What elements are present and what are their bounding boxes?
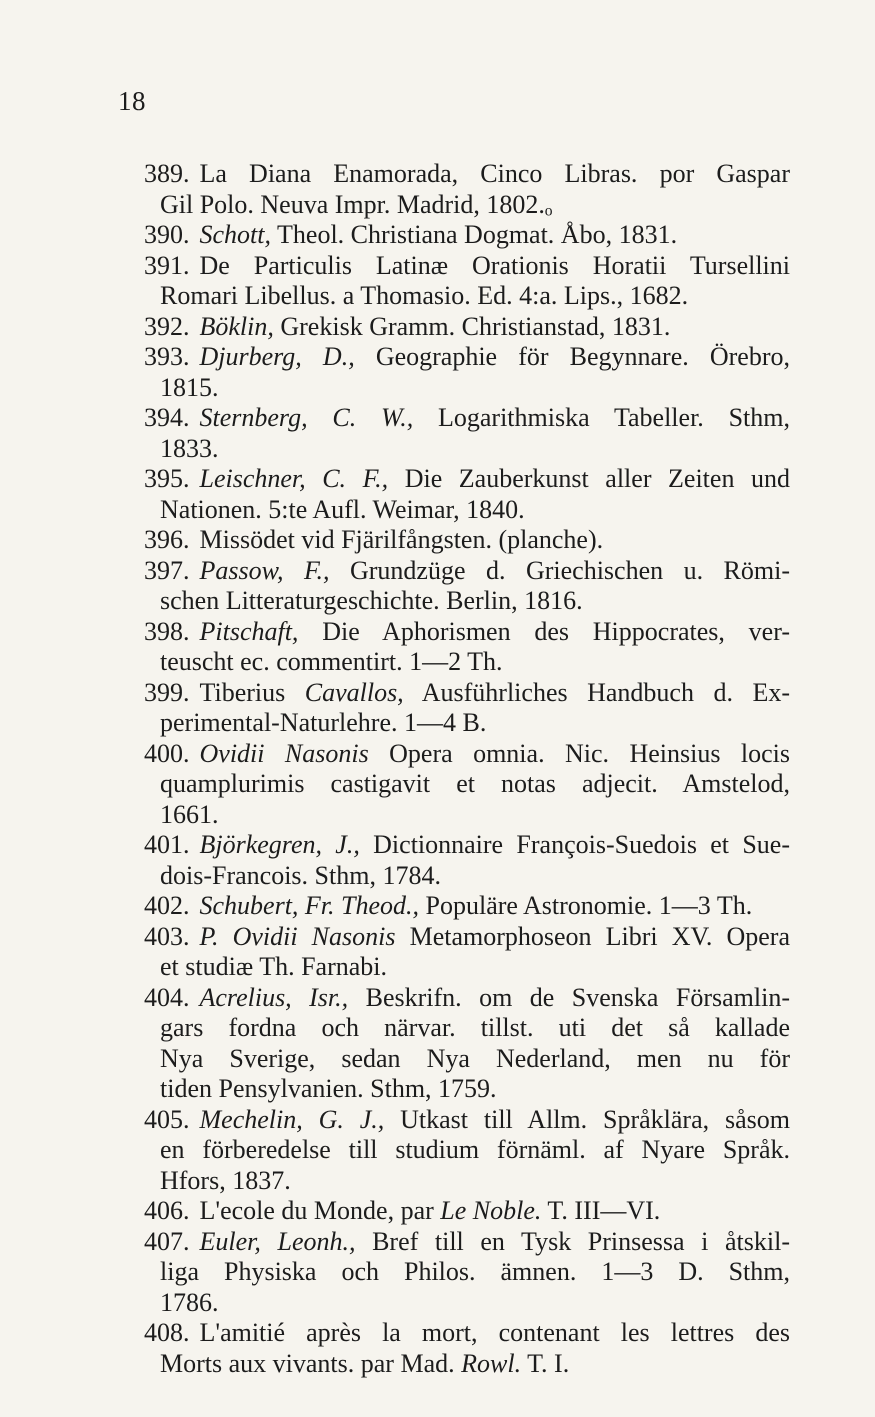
entry-first-line [0,617,790,648]
entry-first-line [0,159,790,190]
entry-text: La Diana Enamorada, Cinco Libras. por Gaspar [199,159,790,188]
entry-continuation-line [0,708,875,739]
entry-author-text: Schott, [199,220,271,249]
entry-text: T. I. [521,1348,570,1378]
entry-author-text: Mechelin, G. J., [199,1104,385,1134]
entry-number: 400. [144,738,190,768]
entry-text: Geographie för Begynnare. Örebro, [354,342,790,371]
entry-author-text: Schubert, Fr. Theod., [199,891,420,920]
entry-author-text: Le Noble. [440,1196,542,1225]
catalog-entry [0,464,875,525]
entry-author-text: Sternberg, C. W., [199,403,414,432]
entry-text: quamplurimis castigavit et notas adjecit. Amstelod, [160,769,790,798]
entry-author-text: Björkegren, J., [199,830,360,859]
entry-author-text: Böklin, [199,311,274,341]
entry-continuation-line [0,434,875,465]
entry-continuation-line [0,952,875,983]
entry-number: 392. [144,311,190,341]
entry-continuation-line [0,1135,790,1166]
entry-first-line [0,830,790,861]
entry-author-text: Pitschaft, [199,616,299,646]
entry-continuation-line [0,1013,790,1044]
entry-text: perimental-Naturlehre. 1—4 B. [160,708,487,737]
entry-continuation-line [0,190,875,221]
entry-first-line [0,1318,790,1349]
entry-continuation-line [0,586,875,617]
entry-text: L'ecole du Monde, par [199,1196,441,1225]
entry-author-text: Passow, F., [199,555,330,585]
entry-text: L'amitié après la mort, contenant les lettres des [199,1318,790,1347]
catalog-entry [0,342,875,403]
entry-number: 395. [144,464,190,493]
entry-continuation-line [0,1257,790,1288]
entry-first-line [0,983,790,1014]
catalog-entry [0,922,875,983]
catalog-entry [0,220,875,251]
entry-text: tiden Pensylvanien. Sthm, 1759. [160,1074,497,1103]
entry-first-line [0,251,790,282]
entry-first-line [0,922,790,953]
entry-number: 399. [144,677,190,707]
entry-number: 390. [144,220,190,249]
catalog-entry [0,983,875,1105]
entry-text: Bref till en Tysk Prinsessa i åtskil- [355,1226,790,1256]
entry-text: 1833. [160,433,219,463]
entry-number: 393. [144,342,190,371]
entry-text: Grundzüge d. Griechischen u. Römi- [329,555,790,585]
entry-first-line [0,464,790,495]
entry-continuation-line [0,495,875,526]
entry-text: 1815. [160,372,219,402]
entry-number: 396. [144,525,190,554]
entry-number: 397. [144,555,190,585]
catalog-entry [0,556,875,617]
catalog-entry [0,830,875,891]
entry-first-line [0,556,790,587]
catalog-entry [0,251,875,312]
entry-author-text: Acrelius, Isr., [199,982,349,1012]
entry-first-line [0,342,790,373]
entry-author-text: Djurberg, D., [199,342,355,371]
catalog-entry [0,678,875,739]
entry-author-text: Euler, Leonh., [199,1226,356,1256]
entry-number: 408. [144,1318,190,1347]
entry-number: 394. [144,403,190,432]
entry-text: gars fordna och närvar. tillst. uti det så kallade [160,1013,790,1042]
catalog-entry [0,525,875,556]
catalog-entry [0,891,875,922]
entry-text: T. III—VI. [541,1196,661,1225]
entry-first-line [0,678,790,709]
entry-number: 404. [144,982,190,1012]
entry-first-line [0,1227,790,1258]
entry-text: Populäre Astronomie. 1—3 Th. [419,891,753,920]
entry-continuation-line [0,373,875,404]
entry-author-text: P. Ovidii Nasonis [199,921,396,951]
catalog-entries [0,159,875,1379]
entry-first-line [0,220,875,251]
catalog-entry [0,312,875,343]
entry-text: Theol. Christiana Dogmat. Åbo, 1831. [271,220,678,249]
catalog-entry [0,1227,875,1319]
catalog-entry [0,403,875,464]
entry-text: teuscht ec. commentirt. 1—2 Th. [160,647,503,676]
entry-continuation-line [0,800,875,831]
entry-number: 398. [144,616,190,646]
entry-number: 405. [144,1104,190,1134]
entry-text: De Particulis Latinæ Orationis Horatii Tursellini [199,250,790,280]
entry-text: Logarithmiska Tabeller. Sthm, [413,403,790,432]
catalog-entry [0,159,875,220]
catalog-entry [0,1318,875,1379]
entry-text: 1786. [160,1287,219,1317]
entry-text: Metamorphoseon Libri XV. Opera [395,921,790,951]
entry-text: dois-Francois. Sthm, 1784. [160,860,441,890]
entry-author-text: Cavallos, [304,677,404,707]
entry-first-line [0,525,875,556]
entry-text: Hfors, 1837. [160,1165,291,1195]
entry-text: Utkast till Allm. Språklära, såsom [384,1104,790,1134]
entry-text: Die Aphorismen des Hippocrates, ver- [298,616,790,646]
entry-first-line [0,1105,790,1136]
entry-text: Opera omnia. Nic. Heinsius locis [368,738,790,768]
entry-first-line [0,403,790,434]
page-number: 18 [118,86,146,116]
entry-number: 401. [144,830,190,859]
entry-text: Dictionnaire François-Suedois et Sue- [359,830,790,859]
entry-continuation-line [0,1349,875,1380]
entry-first-line [0,891,875,922]
entry-text: 1661. [160,799,219,829]
entry-text: Beskrifn. om de Svenska Församlin- [348,982,790,1012]
entry-continuation-line [0,281,875,312]
entry-text: Missödet vid Fjärilfångsten. (planche). [199,525,604,554]
entry-text: Romari Libellus. a Thomasio. Ed. 4:a. Lips., 1682. [160,281,689,310]
entry-text: en förberedelse till studium förnäml. af Nyare Språk. [160,1135,790,1164]
catalog-entry [0,617,875,678]
entry-text: schen Litteraturgeschichte. Berlin, 1816. [160,586,583,615]
entry-text: Ausführliches Handbuch d. Ex- [403,677,790,707]
entry-first-line [0,739,790,770]
entry-continuation-line [0,1288,875,1319]
entry-continuation-line [0,1044,790,1075]
entry-text: Nationen. 5:te Aufl. Weimar, 1840. [160,494,525,524]
entry-continuation-line [0,769,790,800]
entry-text: Grekisk Gramm. Christianstad, 1831. [273,311,671,341]
entry-author-text: Ovidii Nasonis [199,738,369,768]
entry-continuation-line [0,1074,875,1105]
entry-text: Nya Sverige, sedan Nya Nederland, men nu för [160,1043,790,1073]
entry-number: 407. [144,1226,190,1256]
entry-number: 403. [144,921,190,951]
entry-text: Tiberius [199,677,305,707]
entry-first-line [0,312,875,343]
entry-continuation-line [0,861,875,892]
entry-number: 406. [144,1196,190,1225]
entry-number: 391. [144,250,190,280]
entry-first-line [0,1196,875,1227]
entry-text: Gil Polo. Neuva Impr. Madrid, 1802.ₒ [160,189,553,219]
entry-continuation-line [0,647,875,678]
entry-author-text: Leischner, C. F., [199,464,389,493]
entry-number: 402. [144,891,190,920]
entry-text: liga Physiska och Philos. ämnen. 1—3 D. Sthm, [160,1257,790,1286]
catalog-entry [0,1196,875,1227]
entry-continuation-line [0,1166,875,1197]
catalog-entry [0,1105,875,1197]
entry-text: Morts aux vivants. par Mad. [160,1348,462,1378]
entry-author-text: Rowl. [461,1348,522,1378]
entry-number: 389. [144,159,190,188]
entry-text: Die Zauberkunst aller Zeiten und [388,464,790,493]
entry-text: et studiæ Th. Farnabi. [160,952,388,981]
catalog-entry [0,739,875,831]
